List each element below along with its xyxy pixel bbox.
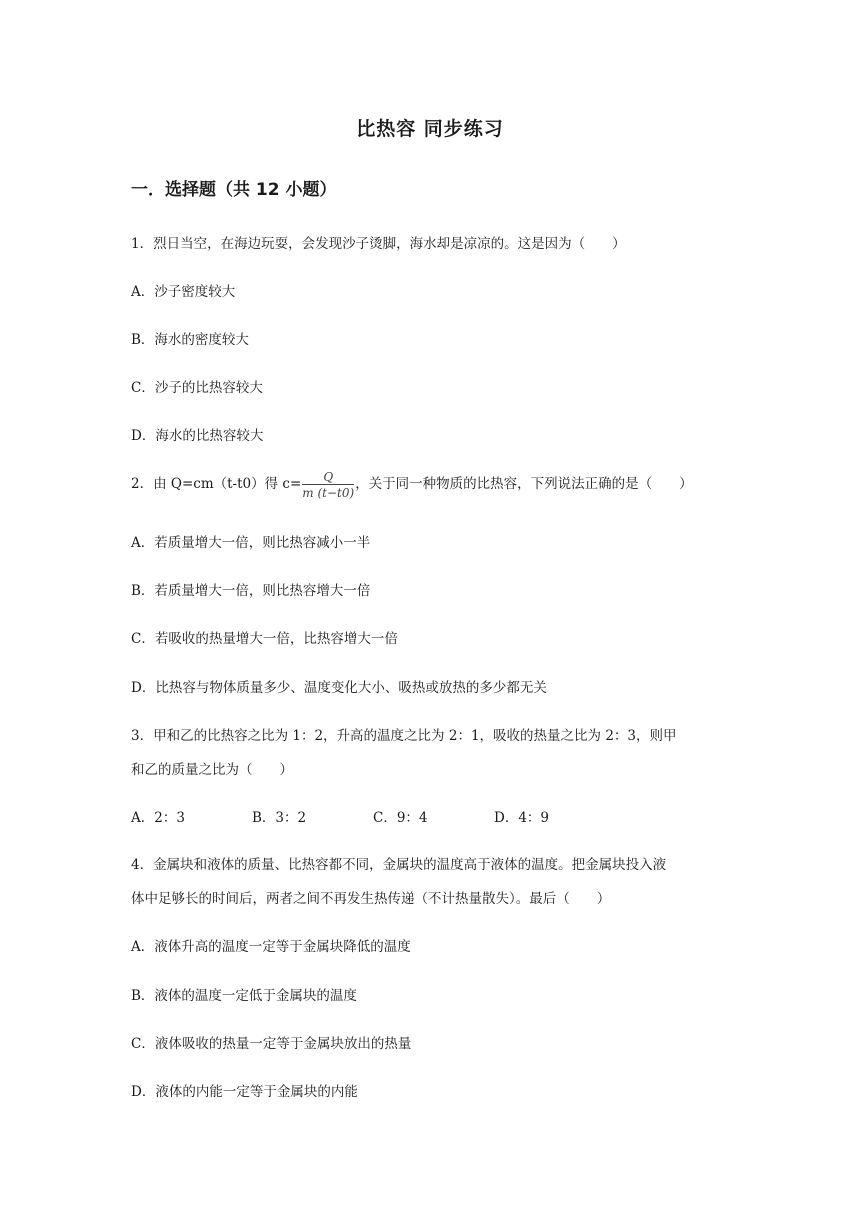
formula-denominator: m (t−t0) (302, 485, 355, 500)
question-1-option-b: B．海水的密度较大 (131, 332, 249, 348)
question-2-option-a: A．若质量增大一倍，则比热容减小一半 (131, 535, 371, 551)
question-2-stem (131, 468, 693, 500)
question-1-option-a: A．沙子密度较大 (131, 284, 236, 300)
question-4-option-d: D．液体的内能一定等于金属块的内能 (131, 1084, 358, 1100)
question-1-stem: 1．烈日当空，在海边玩耍，会发现沙子烫脚，海水却是凉凉的。这是因为（ ） (131, 236, 626, 252)
question-3-option-d: D．4：9 (494, 810, 550, 826)
question-4-option-c: C．液体吸收的热量一定等于金属块放出的热量 (131, 1036, 412, 1052)
question-2-option-d: D．比热容与物体质量多少、温度变化大小、吸热或放热的多少都无关 (131, 680, 547, 696)
question-4-option-a: A．液体升高的温度一定等于金属块降低的温度 (131, 939, 411, 955)
question-3-option-c: C．9：4 (373, 810, 428, 826)
question-4-stem-line-2: 体中足够长的时间后，两者之间不再发生热传递（不计热量散失）。最后（ ） (131, 891, 611, 907)
question-3-options (131, 806, 615, 826)
question-1-option-c: C．沙子的比热容较大 (131, 380, 263, 396)
question-2-stem-after: ，关于同一种物质的比热容，下列说法正确的是（ ） (355, 476, 693, 492)
question-2-stem-before: 2．由 Q=cm（t-t0）得 c= (131, 476, 302, 492)
question-3-stem-line-1: 3．甲和乙的比热容之比为 1：2，升高的温度之比为 2：1，吸收的热量之比为 2：3，则甲 (131, 728, 677, 744)
question-2-option-b: B．若质量增大一倍，则比热容增大一倍 (131, 583, 371, 599)
section-heading: 一．选择题（共 12 小题） (131, 180, 337, 200)
question-3-option-b: B．3：2 (252, 810, 307, 826)
question-1-option-d: D．海水的比热容较大 (131, 428, 264, 444)
question-2-option-c: C．若吸收的热量增大一倍，比热容增大一倍 (131, 631, 398, 647)
formula-fraction (302, 471, 354, 499)
question-3-stem-line-2: 和乙的质量之比为（ ） (131, 762, 293, 778)
question-3-option-a: A．2：3 (131, 810, 185, 826)
formula-numerator: Q (302, 471, 354, 485)
question-4-stem-line-1: 4．金属块和液体的质量、比热容都不同，金属块的温度高于液体的温度。把金属块投入液 (131, 857, 667, 873)
question-4-option-b: B．液体的温度一定低于金属块的温度 (131, 988, 357, 1004)
page-title: 比热容 同步练习 (356, 118, 504, 140)
